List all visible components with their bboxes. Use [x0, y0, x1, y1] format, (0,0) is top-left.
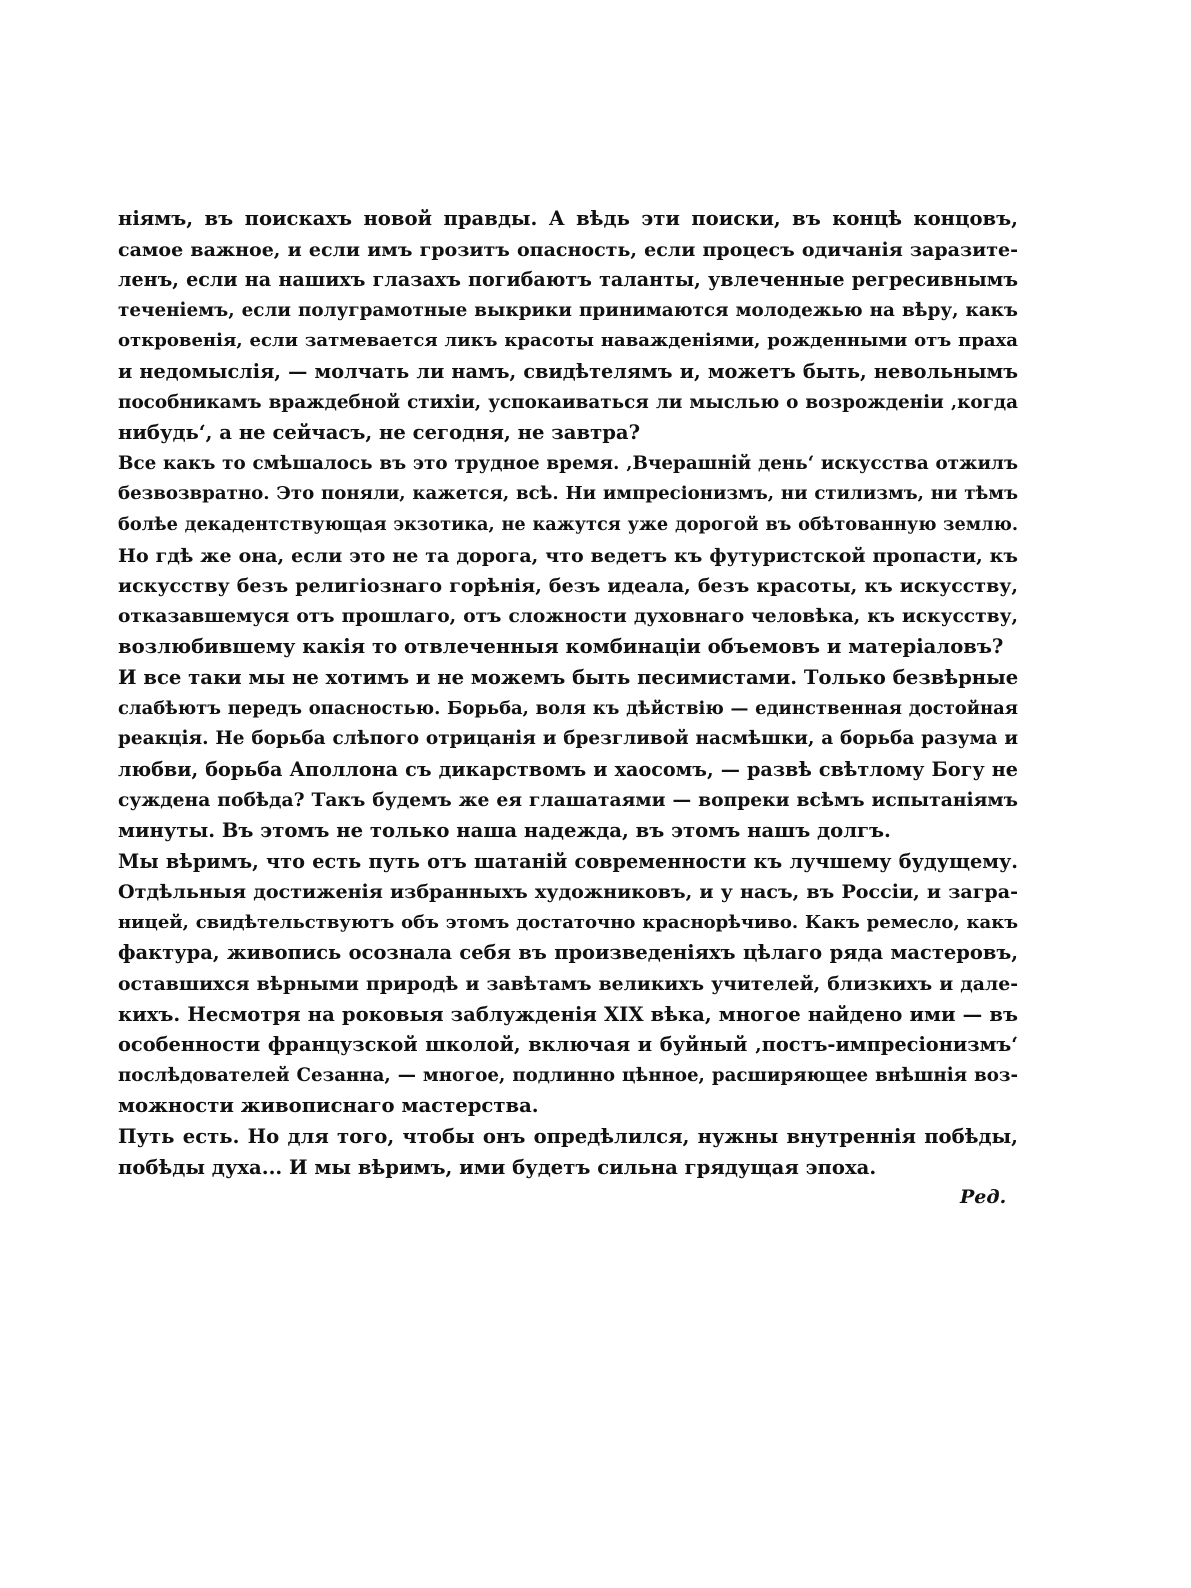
text-line: побѣды духа... И мы вѣримъ, ими будетъ сильна грядущая эпоха. [118, 1155, 877, 1179]
text-line: Мы вѣримъ, что есть путь отъ шатаній современности къ лучшему будущему. [118, 849, 1018, 873]
text-line: послѣдователей Сезанна, — многое, подлинно цѣнное, расширяющее внѣшнія воз- [118, 1064, 1018, 1086]
text-line: суждена побѣда? Такъ будемъ же ея глашатаями — вопреки всѣмъ испытаніямъ [118, 789, 1018, 812]
text-line: болѣе декадентствующая экзотика, не кажутся уже дорогой въ обѣтованную землю. [118, 514, 1018, 535]
text-line: Отдѣльныя достиженія избранныхъ художниковъ, и у насъ, въ Россіи, и загра- [118, 881, 1018, 904]
text-line: пособникамъ враждебной стихіи, успокаиваться ли мыслью о возрожденіи ‚когда [118, 391, 1018, 413]
text-line: оставшихся вѣрными природѣ и завѣтамъ великихъ учителей, близкихъ и дале- [118, 973, 1018, 995]
text-line: минуты. Въ этомъ не только наша надежда, въ этомъ нашъ долгъ. [118, 819, 891, 842]
text-line: теченіемъ, если полуграмотные выкрики принимаются молодежью на вѣру, какъ [118, 299, 1018, 321]
text-line: безвозвратно. Это поняли, кажется, всѣ. Ни импресіонизмъ, ни стилизмъ, ни тѣмъ [118, 483, 1018, 505]
text-line: можности живописнаго мастерства. [118, 1094, 539, 1118]
text-line: слабѣютъ передъ опасностью. Борьба, воля къ дѣйствію — единственная достойная [118, 697, 1018, 719]
text-line: и недомыслія, — молчать ли намъ, свидѣтелямъ и, можетъ быть, невольнымъ [118, 360, 1018, 383]
text-line: ленъ, если на нашихъ глазахъ погибаютъ таланты, увлеченные регресивнымъ [118, 268, 1018, 292]
text-line: Все какъ то смѣшалось въ это трудное время. ‚Вчерашній день‘ искусства отжилъ [118, 452, 1018, 474]
text-line: ніямъ, въ поискахъ новой правды. А вѣдь эти поиски, въ концѣ концовъ, [118, 207, 1018, 230]
signature: Ред. [960, 1186, 1007, 1208]
text-line: отказавшемуся отъ прошлаго, отъ сложности духовнаго человѣка, къ искусству, [118, 605, 1018, 627]
text-line: кихъ. Несмотря на роковыя заблужденія XIX вѣка, многое найдено ими — въ [118, 1002, 1018, 1026]
text-line: особенности французской школой, включая и буйный ‚постъ-импресіонизмъ‘ [118, 1033, 1018, 1057]
text-line: И все таки мы не хотимъ и не можемъ быть песимистами. Только безвѣрные [118, 666, 1019, 689]
text-line: откровенія, если затмевается ликъ красоты наважденіями, рожденными отъ праха [118, 330, 1018, 352]
text-line: ницей, свидѣтельствуютъ объ этомъ достаточно краснорѣчиво. Какъ ремесло, какъ [118, 911, 1018, 933]
text-line: нибудь‘, а не сейчасъ, не сегодня, не завтра? [118, 421, 641, 445]
text-line: Но гдѣ же она, если это не та дорога, что ведетъ къ футуристской пропасти, къ [118, 544, 1018, 567]
text-line: возлюбившему какія то отвлеченныя комбинаціи объемовъ и матеріаловъ? [118, 635, 1004, 659]
text-line: реакція. Не борьба слѣпого отрицанія и брезгливой насмѣшки, а борьба разума и [118, 728, 1018, 750]
text-line: любви, борьба Аполлона съ дикарствомъ и хаосомъ, — развѣ свѣтлому Богу не [118, 757, 1018, 781]
text-line: искусству безъ религіознаго горѣнія, безъ идеала, безъ красоты, къ искусству, [118, 575, 1018, 598]
text-line: фактура, живопись осознала себя въ произведеніяхъ цѣлаго ряда мастеровъ, [118, 941, 1018, 965]
text-line: Путь есть. Но для того, чтобы онъ опредѣлился, нужны внутреннія побѣды, [118, 1125, 1018, 1148]
text-line: самое важное, и если имъ грозитъ опасность, если процесъ одичанія заразите- [118, 238, 1018, 261]
